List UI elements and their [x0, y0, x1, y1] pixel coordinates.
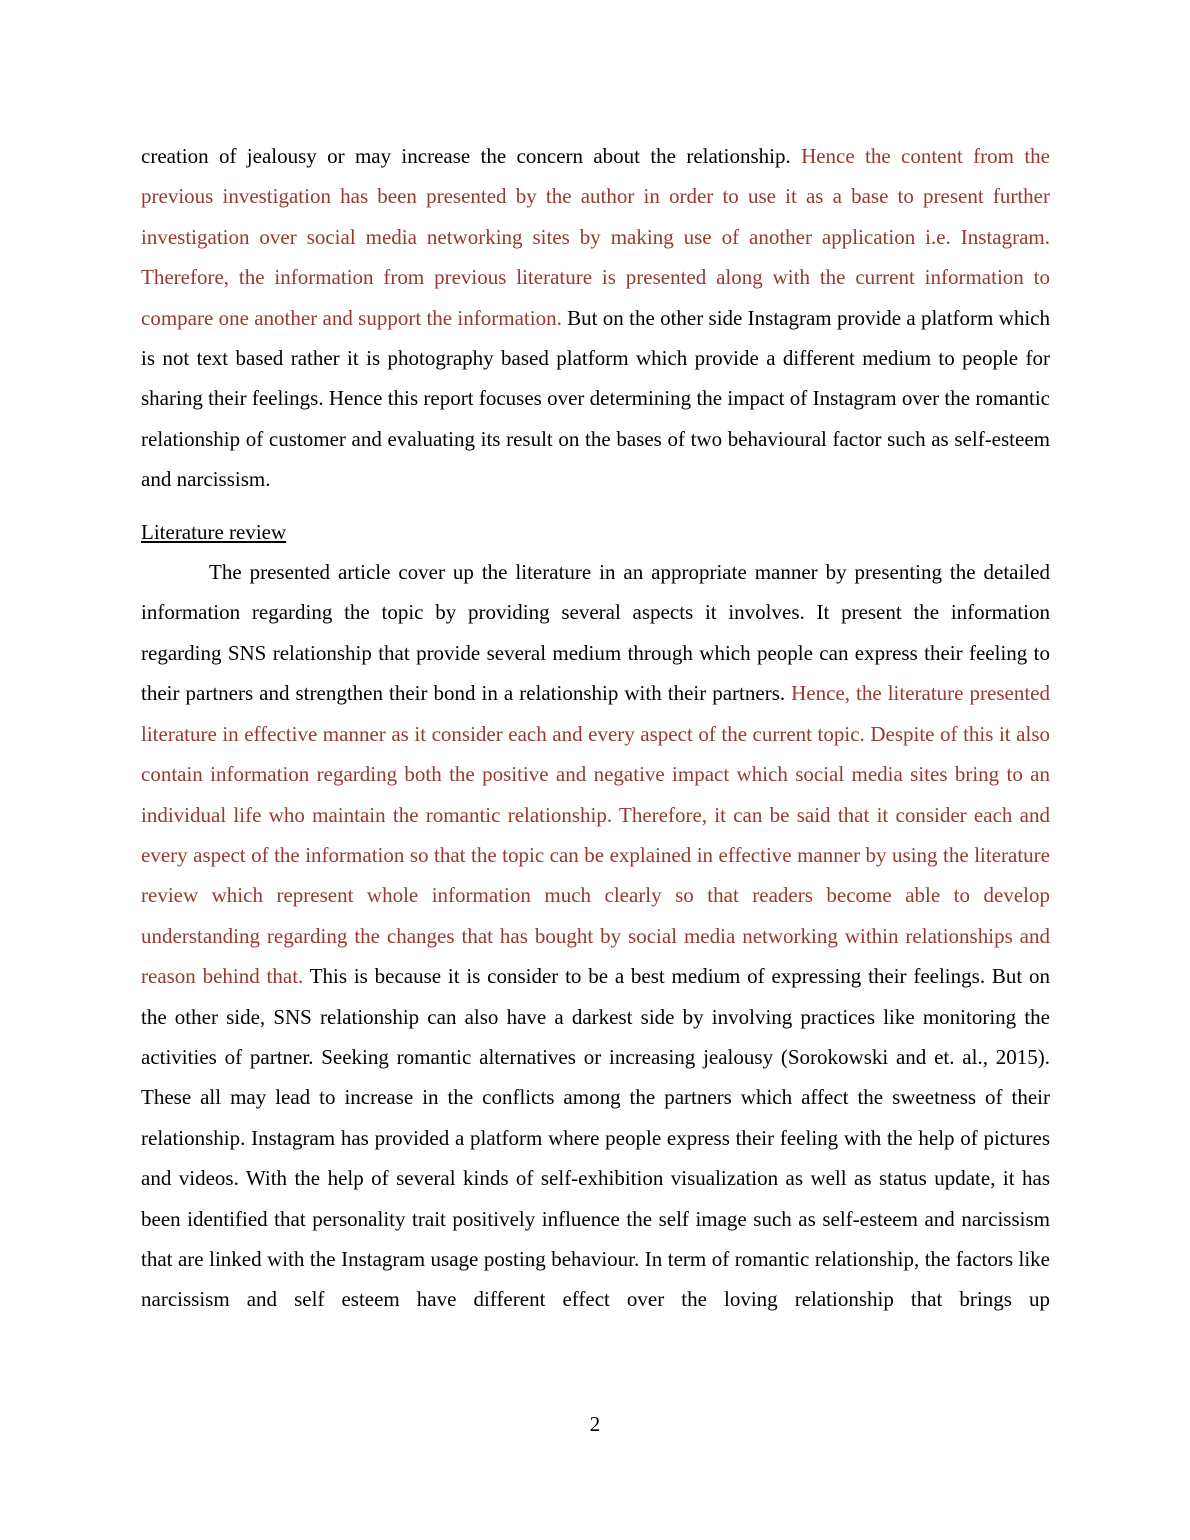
text-run-maroon: Hence the content from the previous investigation has been presented by the author in order to use it as a base to present further investigation over social media networking sites by making use of another application i.e. Instagram. Therefore, the information from previous literature is presented along with the current information to compare one another and support the information. [141, 144, 1050, 330]
text-run-black: creation of jealousy or may increase the concern about the relationship. [141, 144, 802, 168]
text-run-maroon: Hence, the literature presented literature in effective manner as it consider each and every aspect of the current topic. Despite of this it also contain information regarding both the positive and negative impact which social media sites bring to an individual life who maintain the romantic relationship. Therefore, it can be said that it consider each and every aspect of the information so that the topic can be explained in effective manner by using the literature review which represent whole information much clearly so that readers become able to develop understanding regarding the changes that has bought by social media networking within relationships and reason behind that. [141, 681, 1050, 989]
page-content [141, 136, 1050, 1320]
text-run-black: But on the other side Instagram provide a platform which is not text based rather it is photography based platform which provide a different medium to people for sharing their feelings. Hence this report focuses over determining the impact of Instagram over the romantic relationship of customer and evaluating its result on the bases of two behavioural factor such as self-esteem and narcissism. [141, 305, 1050, 492]
page-number: 2 [589, 1412, 601, 1436]
literature-review-heading: Literature review [141, 519, 287, 544]
paragraph-intro [141, 136, 1050, 500]
paragraph-literature-review [141, 552, 1050, 1320]
text-run-black: The presented article cover up the literature in an appropriate manner by presenting the detailed information regarding the topic by providing several aspects it involves. It present the information regarding SNS relationship that provide several medium through which people can express their feeling to their partners and strengthen their bond in a relationship with their partners. [141, 560, 1050, 706]
text-run-black: This is because it is consider to be a best medium of expressing their feelings. But on the other side, SNS relationship can also have a darkest side by involving practices like monitoring the activities of partner. Seeking romantic alternatives or increasing jealousy (Sorokowski and et. al., 2015). These all may lead to increase in the conflicts among the partners which affect the sweetness of their relationship. Instagram has provided a platform where people express their feeling with the help of pictures and videos. With the help of several kinds of self-exhibition visualization as well as status update, it has been identified that personality trait positively influence the self image such as self-esteem and narcissism that are linked with the Instagram usage posting behaviour. In term of romantic relationship, the factors like narcissism and self esteem have different effect over the loving relationship that brings up [141, 964, 1050, 1312]
